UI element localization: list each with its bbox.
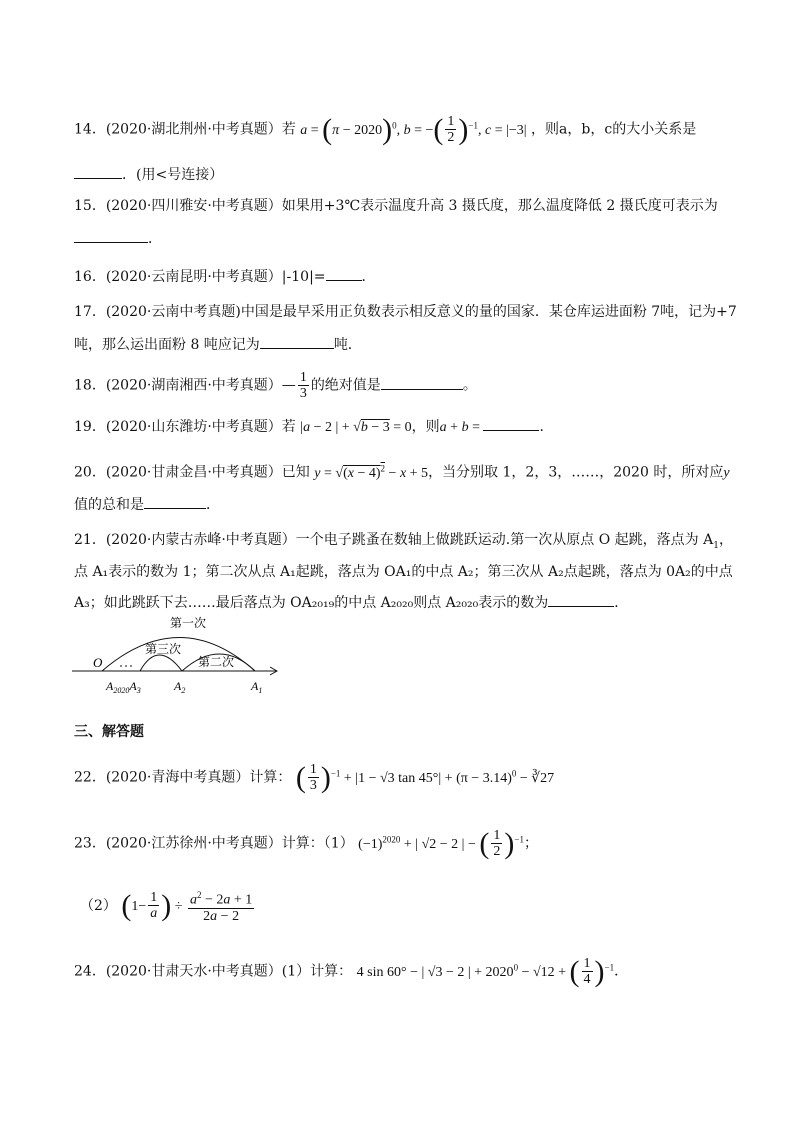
q17-line2b: 吨． bbox=[333, 337, 362, 353]
q17-line1: 17．(2020·云南中考真题)中国是最早采用正负数表示相反意义的量的国家．某仓库运进面粉 7吨，记为+7 bbox=[74, 304, 737, 320]
question-22 bbox=[74, 762, 554, 793]
label-jump-1: 第一次 bbox=[170, 616, 207, 630]
question-21-line-3 bbox=[74, 592, 628, 613]
q21-line1: 21．(2020·内蒙古赤峰·中考真题）一个电子跳蚤在数轴上做跳跃运动.第一次从原点 O 起跳，落点为 A bbox=[74, 532, 714, 548]
q21-answer-blank[interactable] bbox=[548, 592, 614, 607]
question-17-line-2 bbox=[74, 334, 362, 355]
question-24 bbox=[74, 956, 628, 987]
q16-suffix: ． bbox=[361, 269, 376, 285]
q18-prefix: 18．(2020·湖南湘西·中考真题）— bbox=[74, 377, 296, 394]
question-17-line-1 bbox=[74, 302, 737, 322]
label-jump-2: 第二次 bbox=[198, 655, 235, 669]
q20-line2b: ． bbox=[206, 497, 220, 513]
q14-suffix: ，则a，b，c的大小关系是 bbox=[531, 121, 697, 138]
q20-suffix: ，当分别取 1，2，3，……，2020 时，所对应 bbox=[428, 464, 724, 481]
q17-line2a: 吨，那么运出面粉 8 吨应记为 bbox=[74, 337, 260, 353]
q17-answer-blank[interactable] bbox=[260, 334, 334, 349]
q22-formula: ( $\frac{1}{3}$ )$^{-1}$ + |1 − √3 $\tan 45^\circ| + (\pi - 3.14)^0$ − ∛27 bbox=[295, 760, 555, 794]
question-18 bbox=[74, 370, 477, 401]
q14-formula: $a = (\pi - 2020)^0$, b = −( $\frac{1}{2}$ )$^{-1}$, c = |−3| bbox=[300, 112, 527, 146]
q19-formula: |a − 2 | + √b − 3 = 0 bbox=[300, 420, 412, 435]
q23-prefix: 23．(2020·江苏徐州·中考真题）计算：（1） bbox=[74, 835, 354, 852]
q19-prefix: 19．(2020·山东潍坊·中考真题）若 bbox=[74, 419, 296, 435]
q24-end: ． bbox=[614, 963, 629, 980]
q23-end: ； bbox=[523, 835, 538, 852]
question-21-line-2 bbox=[74, 562, 733, 582]
q23-formula-1: $(-1)^{2020}$ + | √2 − 2 | − ( $\frac{1}{2}$ )$^{-1}$ bbox=[358, 826, 524, 860]
question-23-part-2 bbox=[80, 888, 256, 924]
q19-answer-blank[interactable] bbox=[483, 416, 539, 431]
label-a1: $A_1$ bbox=[251, 679, 263, 695]
q14-line2: ．(用<号连接） bbox=[122, 167, 224, 183]
question-16 bbox=[74, 266, 376, 287]
question-14-line-2 bbox=[74, 164, 223, 185]
question-21-line-1: 21．(2020·内蒙古赤峰·中考真题）一个电子跳蚤在数轴上做跳跃运动.第一次从原点 O 起跳，落点为 $A_1$， bbox=[74, 532, 733, 551]
label-origin: O bbox=[93, 655, 103, 670]
q22-prefix: 22．(2020·青海中考真题）计算： bbox=[74, 769, 292, 786]
label-a2: $A_2$ bbox=[174, 679, 186, 695]
question-20-line-1: 20．(2020·甘肃金昌·中考真题）已知 $y = √(x - 4)^2 - x + 5$，当分别取 1，2，3，……，2020 时，所对应y bbox=[74, 463, 730, 481]
jump-arc-3 bbox=[140, 655, 182, 671]
question-14-line-1 bbox=[74, 114, 696, 145]
q15-prefix: 15．(2020·四川雅安·中考真题）如果用+3℃表示温度升高 3 摄氏度，那么温度降低 2 摄氏度可表示为 bbox=[74, 198, 718, 214]
q21-line3b: ． bbox=[614, 595, 629, 611]
q19-suffix: ，则 bbox=[411, 419, 440, 435]
jump-diagram bbox=[70, 612, 290, 696]
q21-line3a: A₃；如此跳跃下去……最后落点为 OA₂₀₁₉的中点 A₂₀₂₀则点 A₂₀₂₀表示的数为 bbox=[74, 595, 549, 611]
question-15-line-2 bbox=[74, 228, 162, 249]
q16-prefix: 16．(2020·云南昆明·中考真题）|-10|= bbox=[74, 269, 326, 285]
q15-answer-blank[interactable] bbox=[74, 228, 148, 243]
question-23-part-1 bbox=[74, 828, 538, 859]
question-20-line-2 bbox=[74, 494, 220, 515]
question-15-line-1 bbox=[74, 196, 718, 216]
q23-part2: （2） bbox=[80, 897, 117, 914]
q19-end: ． bbox=[539, 419, 554, 435]
q24-prefix: 24．(2020·甘肃天水·中考真题）(1）计算： bbox=[74, 963, 353, 980]
q14-answer-blank[interactable] bbox=[74, 164, 122, 179]
q18-answer-blank[interactable] bbox=[381, 375, 463, 390]
section-title: 三、解答题 bbox=[74, 724, 144, 740]
q18-fraction: $\frac{1}{3}$ bbox=[299, 370, 307, 401]
q20-formula: $y = √(x - 4)^2 - x + 5$ bbox=[314, 463, 429, 481]
q14-prefix: 14．(2020·湖北荆州·中考真题）若 bbox=[74, 121, 296, 138]
q20-line2a: 值的总和是 bbox=[74, 497, 144, 513]
q20-answer-blank[interactable] bbox=[144, 494, 206, 509]
label-jump-3: 第三次 bbox=[145, 642, 182, 656]
q23-formula-2: (1− $\frac{1}{a}$ ) ÷ $\frac{a^2 - 2a + 1}{2a - 2}$ bbox=[121, 888, 253, 924]
q18-suffix: 的绝对值是 bbox=[310, 377, 381, 394]
question-19: 19．(2020·山东潍坊·中考真题）若 |a − 2 | + √b − 3 = 0，则a + b = ． bbox=[74, 416, 553, 438]
q15-line2: ． bbox=[148, 231, 162, 247]
label-a2020-a3: $A_{2020}A_3$ bbox=[106, 679, 141, 695]
q21-line2: 点 A₁表示的数为 1；第二次从点 A₁起跳，落点为 OA₁的中点 A₂；第三次从 A₂点起跳，落点为 0A₂的中点 bbox=[74, 564, 733, 580]
q18-end: 。 bbox=[462, 377, 477, 394]
q24-formula: 4 sin 60° − | √3 − 2 | + $2020^0 - √12$ + ( $\frac{1}{4}$ )$^{-1}$ bbox=[356, 954, 615, 988]
q20-prefix: 20．(2020·甘肃金昌·中考真题）已知 bbox=[74, 464, 310, 481]
q16-answer-blank[interactable] bbox=[326, 266, 362, 281]
